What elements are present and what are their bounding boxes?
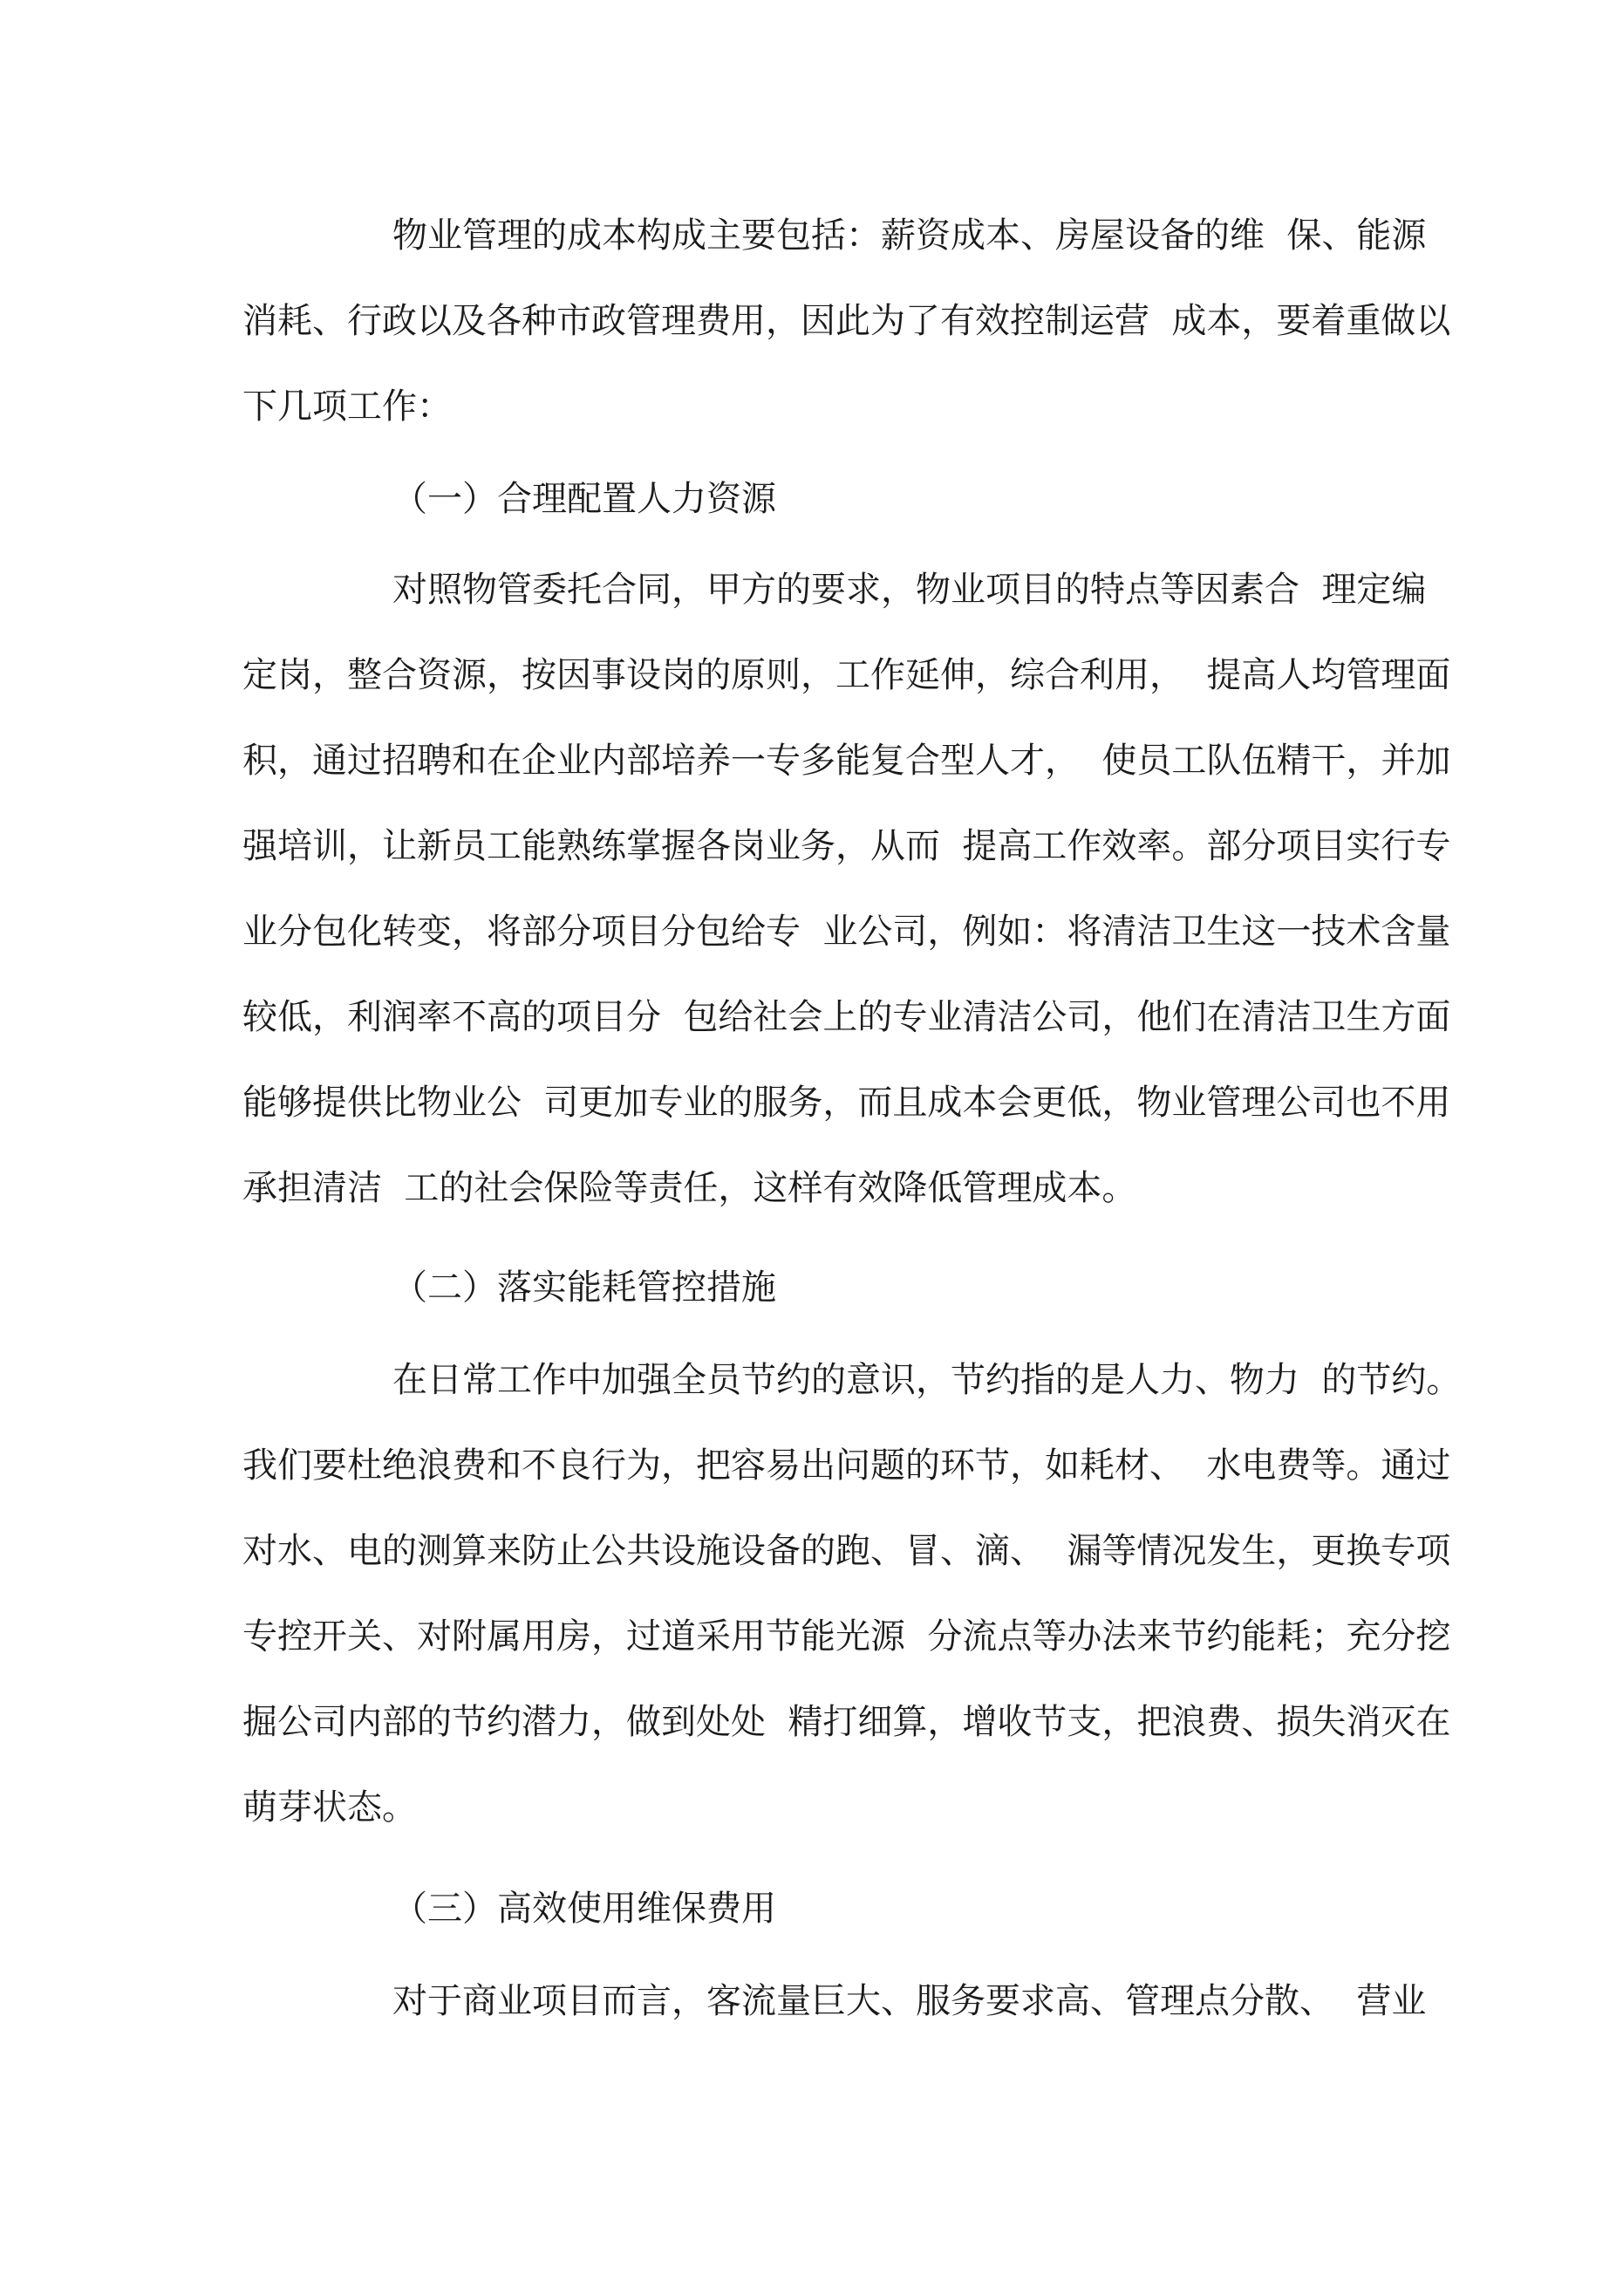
body-line: 萌芽状态。 <box>242 1787 417 1828</box>
section-heading: （二）落实能耗管控措施 <box>392 1268 776 1308</box>
body-line: 下几项工作： <box>242 386 452 427</box>
body-line: 强培训，让新员工能熟练掌握各岗业务，从而 提高工作效率。部分项目实行专 <box>242 826 1451 866</box>
body-line: 我们要杜绝浪费和不良行为，把容易出问题的环节，如耗材、 水电费等。通过 <box>242 1445 1451 1486</box>
body-line: 能够提供比物业公 司更加专业的服务，而且成本会更低，物业管理公司也不用 <box>242 1083 1451 1123</box>
body-line: 业分包化转变，将部分项目分包给专 业公司，例如：将清洁卫生这一技术含量 <box>242 912 1451 952</box>
body-line: 对照物管委托合同，甲方的要求，物业项目的特点等因素合 理定编 <box>392 570 1427 610</box>
body-line: 掘公司内部的节约潜力，做到处处 精打细算，增收节支，把浪费、损失消灭在 <box>242 1702 1451 1742</box>
body-line: 专控开关、对附属用房，过道采用节能光源 分流点等办法来节约能耗；充分挖 <box>242 1616 1451 1657</box>
body-line: 承担清洁 工的社会保险等责任，这样有效降低管理成本。 <box>242 1168 1137 1208</box>
section-heading: （三）高效使用维保费用 <box>392 1889 776 1929</box>
body-line: 较低，利润率不高的项目分 包给社会上的专业清洁公司，他们在清洁卫生方面 <box>242 997 1451 1037</box>
body-line: 积，通过招聘和在企业内部培养一专多能复合型人才， 使员工队伍精干，并加 <box>242 741 1451 781</box>
body-line: 对水、电的测算来防止公共设施设备的跑、冒、滴、 漏等情况发生，更换专项 <box>242 1531 1451 1571</box>
body-line: 消耗、行政以及各种市政管理费用，因此为了有效控制运营 成本，要着重做以 <box>242 301 1451 341</box>
body-line: 定岗，整合资源，按因事设岗的原则，工作延伸，综合利用， 提高人均管理面 <box>242 655 1451 695</box>
body-line: 在日常工作中加强全员节约的意识，节约指的是人力、物力 的节约。 <box>392 1360 1462 1400</box>
body-line: 物业管理的成本构成主要包括：薪资成本、房屋设备的维 保、能源 <box>392 215 1427 256</box>
section-heading: （一）合理配置人力资源 <box>392 479 776 519</box>
body-line: 对于商业项目而言，客流量巨大、服务要求高、管理点分散、 营业 <box>392 1981 1427 2021</box>
